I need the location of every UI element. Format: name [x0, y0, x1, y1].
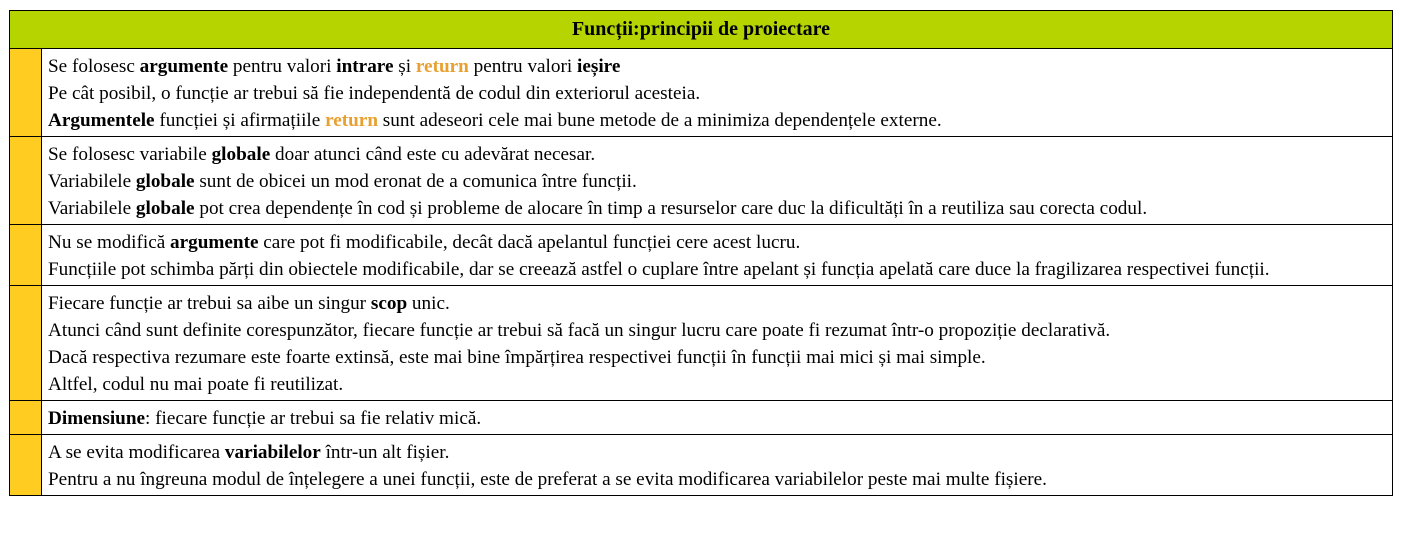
text-line — [48, 466, 1386, 493]
text-line — [48, 317, 1386, 344]
text-segment: pentru valori — [468, 56, 577, 77]
table-body — [10, 49, 1392, 495]
text-segment: Variabilele — [48, 171, 136, 192]
text-segment: Se folosesc — [48, 56, 140, 77]
text-line — [48, 344, 1386, 371]
text-line — [48, 439, 1386, 466]
row-content — [42, 401, 1392, 434]
text-segment: sunt de obicei un mod eronat de a comunica între funcții. — [194, 171, 637, 192]
bold-term: variabilelor — [224, 442, 321, 463]
text-line — [48, 195, 1386, 222]
bold-term: globale — [135, 198, 195, 219]
text-segment: unic. — [407, 293, 450, 314]
text-line — [48, 371, 1386, 398]
bold-term: globale — [211, 144, 271, 165]
row-content — [42, 225, 1392, 285]
text-line — [48, 405, 1386, 432]
text-line — [48, 256, 1386, 283]
row-marker — [10, 286, 42, 400]
text-segment: Pentru a nu îngreuna modul de înțelegere a unei funcții, este de preferat a se evita modificarea variabilelor peste mai multe fișiere. — [48, 469, 1047, 490]
text-segment: Altfel, codul nu mai poate fi reutilizat. — [48, 374, 344, 395]
text-segment: și — [393, 56, 416, 77]
text-segment: funcției și afirmațiile — [154, 110, 326, 131]
table-row — [10, 435, 1392, 495]
text-line — [48, 141, 1386, 168]
bold-term: Dimensiune — [48, 408, 146, 429]
row-content — [42, 286, 1392, 400]
row-marker — [10, 435, 42, 495]
text-segment: doar atunci când este cu adevărat necesar. — [270, 144, 596, 165]
row-content — [42, 137, 1392, 224]
text-segment: Funcțiile pot schimba părți din obiectele modificabile, dar se creează astfel o cuplare între apelant și funcția apelată care duce la fragilizarea respectivei funcții. — [48, 259, 1270, 280]
table-title: Funcții:principii de proiectare — [10, 11, 1392, 49]
row-marker — [10, 401, 42, 434]
row-marker — [10, 137, 42, 224]
table-row — [10, 286, 1392, 401]
bold-term: Argumentele — [48, 110, 155, 131]
text-segment: Pe cât posibil, o funcție ar trebui să fie independentă de codul din exteriorul acesteia. — [48, 83, 701, 104]
text-segment: Se folosesc variabile — [48, 144, 212, 165]
text-segment: Atunci când sunt definite corespunzător, fiecare funcție ar trebui să facă un singur lucru care poate fi rezumat într-o propoziție declarativă. — [48, 320, 1111, 341]
text-segment: sunt adeseori cele mai bune metode de a minimiza dependențele externe. — [378, 110, 942, 131]
table-row — [10, 137, 1392, 225]
bold-term: ieșire — [577, 56, 621, 77]
text-segment: într-un alt fișier. — [320, 442, 450, 463]
keyword-text: return — [325, 110, 378, 131]
text-line — [48, 80, 1386, 107]
text-line — [48, 107, 1386, 134]
bold-term: argumente — [139, 56, 229, 77]
text-segment: Variabilele — [48, 198, 136, 219]
table-row — [10, 225, 1392, 286]
text-segment: : fiecare funcție ar trebui sa fie relativ mică. — [145, 408, 482, 429]
text-segment: A se evita modificarea — [48, 442, 225, 463]
bold-term: globale — [135, 171, 195, 192]
text-segment: Nu se modifică — [48, 232, 171, 253]
row-content — [42, 435, 1392, 495]
table-row — [10, 401, 1392, 435]
text-segment: pot crea dependențe în cod și probleme de alocare în timp a resurselor care duc la dificultăți în a reutiliza sau corecta codul. — [194, 198, 1148, 219]
text-segment: pentru valori — [228, 56, 337, 77]
table-row — [10, 49, 1392, 137]
text-line — [48, 229, 1386, 256]
bold-term: intrare — [336, 56, 394, 77]
row-marker — [10, 225, 42, 285]
text-line — [48, 168, 1386, 195]
text-segment: Fiecare funcție ar trebui sa aibe un singur — [48, 293, 371, 314]
keyword-text: return — [415, 56, 469, 77]
text-line — [48, 53, 1386, 80]
text-segment: care pot fi modificabile, decât dacă apelantul funcției cere acest lucru. — [258, 232, 801, 253]
row-content — [42, 49, 1392, 136]
text-line — [48, 290, 1386, 317]
bold-term: scop — [370, 293, 408, 314]
bold-term: argumente — [170, 232, 259, 253]
row-marker — [10, 49, 42, 136]
text-segment: Dacă respectiva rezumare este foarte extinsă, este mai bine împărțirea respectivei funcții în funcții mai mici și mai simple. — [48, 347, 986, 368]
principles-table — [9, 10, 1393, 496]
